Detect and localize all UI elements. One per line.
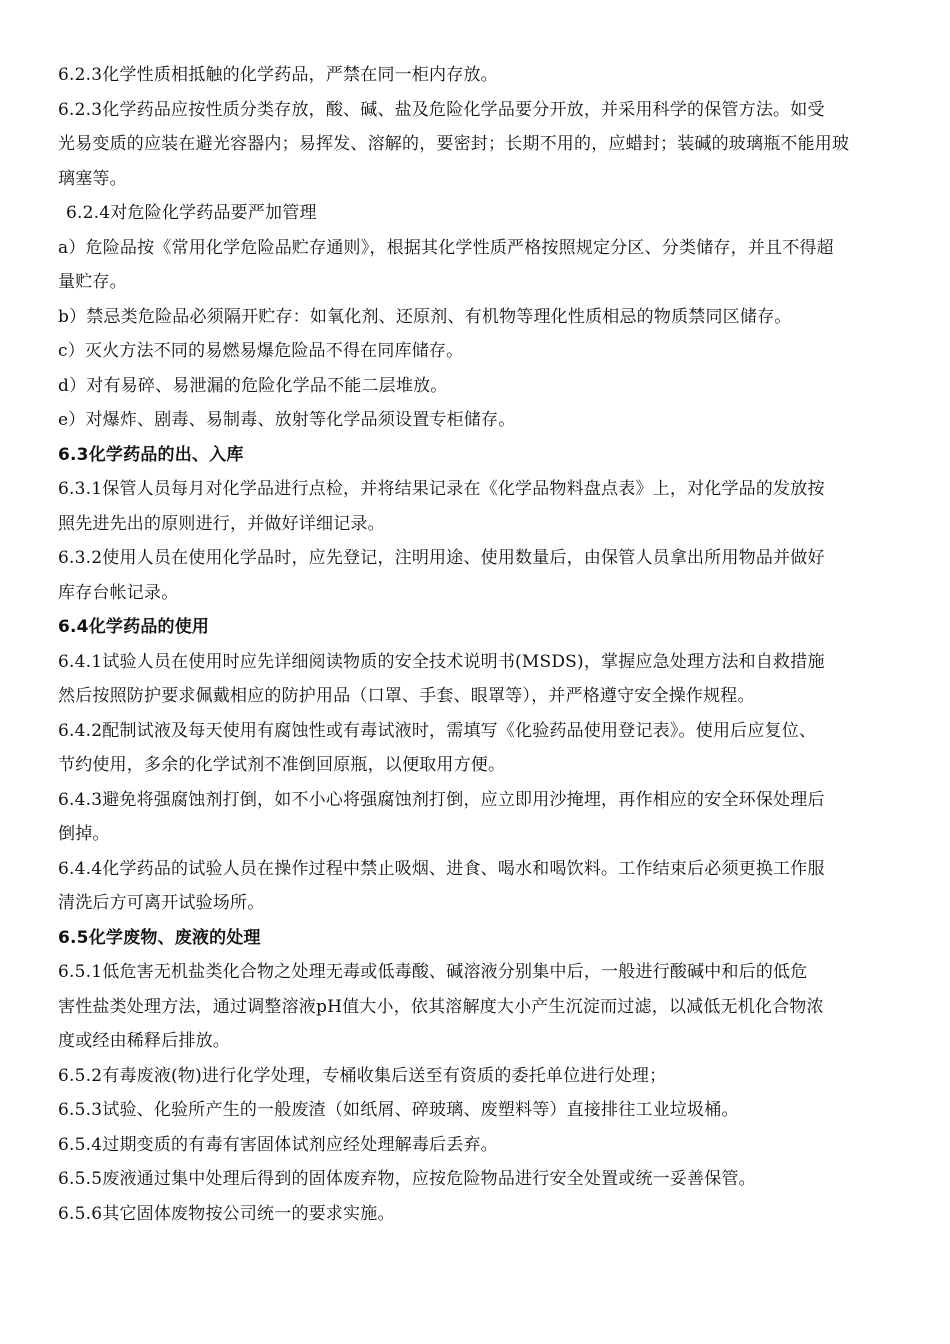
body-text-line: 6.2.3化学药品应按性质分类存放，酸、碱、盐及危险化学品要分开放，并采用科学的保管方法。如受	[58, 99, 825, 120]
body-text-line: d）对有易碎、易泄漏的危险化学品不能二层堆放。	[58, 375, 448, 396]
body-text-line: 害性盐类处理方法，通过调整溶液pH值大小，依其溶解度大小产生沉淀而过滤，以减低无机化合物浓	[58, 996, 824, 1017]
body-text-line: b）禁忌类危险品必须隔开贮存：如氧化剂、还原剂、有机物等理化性质相忌的物质禁同区储存。	[58, 306, 792, 327]
body-text-line: 6.2.3化学性质相抵触的化学药品，严禁在同一柜内存放。	[58, 65, 498, 85]
body-text-line: e）对爆炸、剧毒、易制毒、放射等化学品须设置专柜储存。	[58, 410, 516, 430]
body-text-line: 6.4.1试验人员在使用时应先详细阅读物质的安全技术说明书(MSDS)，掌握应急处理方法和自救措施	[58, 651, 825, 672]
body-text-line: 清洗后方可离开试验场所。	[58, 893, 265, 913]
body-text-line: 倒掉。	[58, 824, 110, 844]
body-text-line: 璃塞等。	[58, 168, 127, 189]
body-text-line: 然后按照防护要求佩戴相应的防护用品（口罩、手套、眼罩等），并严格遵守安全操作规程。	[58, 686, 755, 706]
body-text-line: 度或经由稀释后排放。	[58, 1031, 230, 1051]
document-page	[58, 58, 898, 1231]
body-text-line: 6.5.5废液通过集中处理后得到的固体废弃物，应按危险物品进行安全处置或统一妥善保管。	[58, 1169, 756, 1189]
section-heading: 6.4化学药品的使用	[58, 617, 210, 637]
subsection-title: 6.2.4对危险化学药品要严加管理	[66, 203, 317, 223]
body-text-line: 量贮存。	[58, 272, 127, 292]
body-text-line: 6.5.2有毒废液(物)进行化学处理，专桶收集后送至有资质的委托单位进行处理；	[58, 1065, 667, 1086]
body-text-line: 6.3.1保管人员每月对化学品进行点检，并将结果记录在《化学品物料盘点表》上，对化学品的发放按	[58, 479, 825, 499]
body-text-line: 6.4.4化学药品的试验人员在操作过程中禁止吸烟、进食、喝水和喝饮料。工作结束后必须更换工作服	[58, 858, 825, 879]
body-text-line: 库存台帐记录。	[58, 582, 179, 603]
section-heading: 6.3化学药品的出、入库	[58, 444, 244, 465]
body-text-line: 6.5.6其它固体废物按公司统一的要求实施。	[58, 1203, 395, 1224]
body-text-line: 6.3.2使用人员在使用化学品时，应先登记，注明用途、使用数量后，由保管人员拿出所用物品并做好	[58, 548, 825, 568]
body-text-line: 6.5.4过期变质的有毒有害固体试剂应经处理解毒后丢弃。	[58, 1134, 498, 1155]
body-text-line: 6.4.2配制试液及每天使用有腐蚀性或有毒试液时，需填写《化验药品使用登记表》。使用后应复位、	[58, 720, 817, 741]
body-text-line: 光易变质的应装在避光容器内；易挥发、溶解的，要密封；长期不用的，应蜡封；装碱的玻璃瓶不能用玻	[58, 134, 850, 154]
body-text-line: a）危险品按《常用化学危险品贮存通则》，根据其化学性质严格按照规定分区、分类储存，并且不得超	[58, 237, 834, 258]
body-text-line: 节约使用，多余的化学试剂不准倒回原瓶，以便取用方便。	[58, 755, 506, 775]
body-text-line: 6.5.1低危害无机盐类化合物之处理无毒或低毒酸、碱溶液分别集中后，一般进行酸碱中和后的低危	[58, 962, 808, 982]
body-text-line: 6.5.3试验、化验所产生的一般废渣（如纸屑、碎玻璃、废塑料等）直接排往工业垃圾桶。	[58, 1100, 739, 1120]
section-heading: 6.5化学废物、废液的处理	[58, 927, 261, 948]
body-text-line: c）灭火方法不同的易燃易爆危险品不得在同库储存。	[58, 341, 464, 361]
body-text-line: 照先进先出的原则进行，并做好详细记录。	[58, 513, 385, 534]
body-text-line: 6.4.3避免将强腐蚀剂打倒，如不小心将强腐蚀剂打倒，应立即用沙掩埋，再作相应的安全环保处理后	[58, 789, 825, 810]
